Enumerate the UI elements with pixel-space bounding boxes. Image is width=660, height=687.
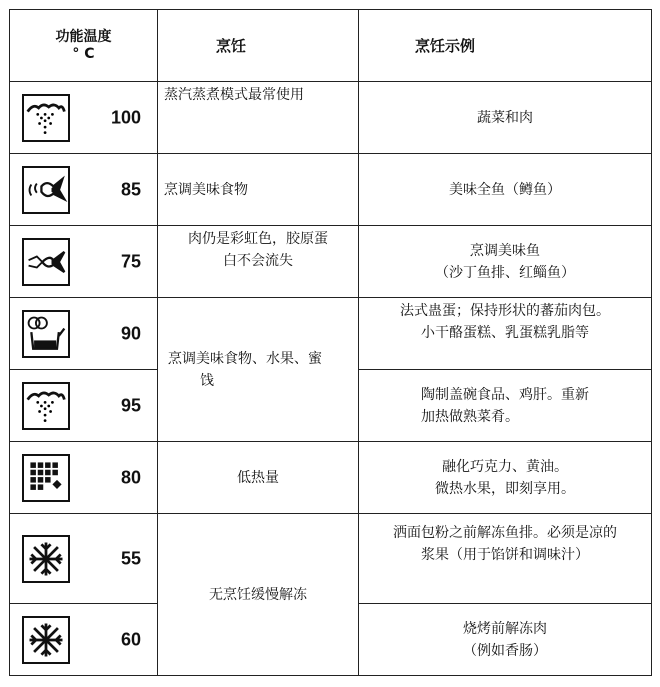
temperature-value: 80 (120, 467, 141, 487)
header-cooking-label: 烹饪 (216, 37, 247, 55)
example-cell (359, 154, 652, 226)
table-row (10, 298, 652, 370)
example-text-line2: 微热水果，即刻享用。 (435, 480, 575, 497)
function-cell (10, 442, 158, 514)
header-function-temp-line1: 功能温度 (55, 28, 112, 45)
temperature-value: 60 (120, 629, 141, 649)
cooking-cell (158, 298, 359, 442)
example-text-line2: （例如香肠） (463, 642, 547, 659)
example-text-line2: 小干酪蛋糕、乳蛋糕乳脂等 (421, 325, 589, 341)
header-cooking (158, 10, 359, 82)
header-row (10, 10, 652, 82)
temperature-value: 85 (120, 179, 141, 199)
fish-steam-icon (22, 166, 70, 214)
example-text-line2: 浆果（用于馅饼和调味汁） (421, 547, 589, 563)
temperature-value: 75 (120, 251, 141, 271)
example-text-line1: 陶制盖碗食品、鸡肝。重新 (421, 386, 589, 403)
example-cell (359, 298, 652, 370)
example-cell (359, 226, 652, 298)
temperature-value: 90 (120, 323, 141, 343)
example-cell (359, 370, 652, 442)
example-text-line1: 融化巧克力、黄油。 (442, 458, 568, 475)
snowflake-icon (22, 616, 70, 664)
function-cell (10, 154, 158, 226)
steam-function-table (9, 9, 652, 676)
example-text-line1: 法式蛊蛋；保持形状的蕃茄肉包。 (400, 303, 610, 319)
cooking-text: 蒸汽蒸煮模式最常使用 (164, 87, 304, 103)
header-function-temp (10, 10, 158, 82)
table-row (10, 442, 652, 514)
cooking-text: 烹调美味食物 (164, 181, 248, 198)
function-cell (10, 604, 158, 676)
cooking-cell (158, 226, 359, 298)
function-cell (10, 514, 158, 604)
cooking-cell (158, 82, 359, 154)
temperature-value: 55 (120, 548, 141, 568)
example-cell (359, 514, 652, 604)
temperature-value: 95 (120, 395, 141, 415)
example-text-line1: 烹调美味鱼 (470, 242, 540, 259)
example-text-line1: 洒面包粉之前解冻鱼排。必须是凉的 (393, 525, 617, 541)
cooking-cell (158, 154, 359, 226)
steam-icon (22, 382, 70, 430)
example-text: 蔬菜和肉 (477, 109, 533, 126)
chocolate-grid-icon (22, 454, 70, 502)
steam-icon (22, 94, 70, 142)
table-row (10, 226, 652, 298)
header-example-label: 烹饪示例 (415, 37, 476, 55)
cooking-cell (158, 442, 359, 514)
cooking-cell (158, 514, 359, 676)
header-example (359, 10, 652, 82)
table-row (10, 514, 652, 604)
table-row (10, 82, 652, 154)
example-text: 美味全鱼（鳟鱼） (449, 181, 561, 198)
cooking-text-line1: 烹调美味食物、水果、蜜 (168, 350, 322, 367)
example-cell (359, 442, 652, 514)
function-cell (10, 82, 158, 154)
example-cell (359, 82, 652, 154)
example-text-line2: 加热做熟菜肴。 (421, 408, 519, 425)
fish-tail-icon (22, 238, 70, 286)
cooking-text-line1: 肉仍是彩虹色，胶原蛋 (188, 231, 328, 247)
function-cell (10, 370, 158, 442)
example-text-line1: 烧烤前解冻肉 (463, 620, 547, 637)
egg-custard-icon (22, 310, 70, 358)
cooking-text-line2: 白不会流失 (223, 253, 293, 269)
header-function-temp-line2: ° C (72, 45, 95, 62)
table-row (10, 154, 652, 226)
snowflake-icon (22, 535, 70, 583)
function-cell (10, 226, 158, 298)
cooking-text-line2: 饯 (200, 372, 214, 389)
temperature-value: 100 (110, 107, 141, 127)
example-cell (359, 604, 652, 676)
function-cell (10, 298, 158, 370)
cooking-text: 无烹饪缓慢解冻 (209, 586, 307, 603)
example-text-line2: （沙丁鱼排、红鲻鱼） (435, 264, 575, 281)
cooking-text: 低热量 (237, 469, 279, 486)
